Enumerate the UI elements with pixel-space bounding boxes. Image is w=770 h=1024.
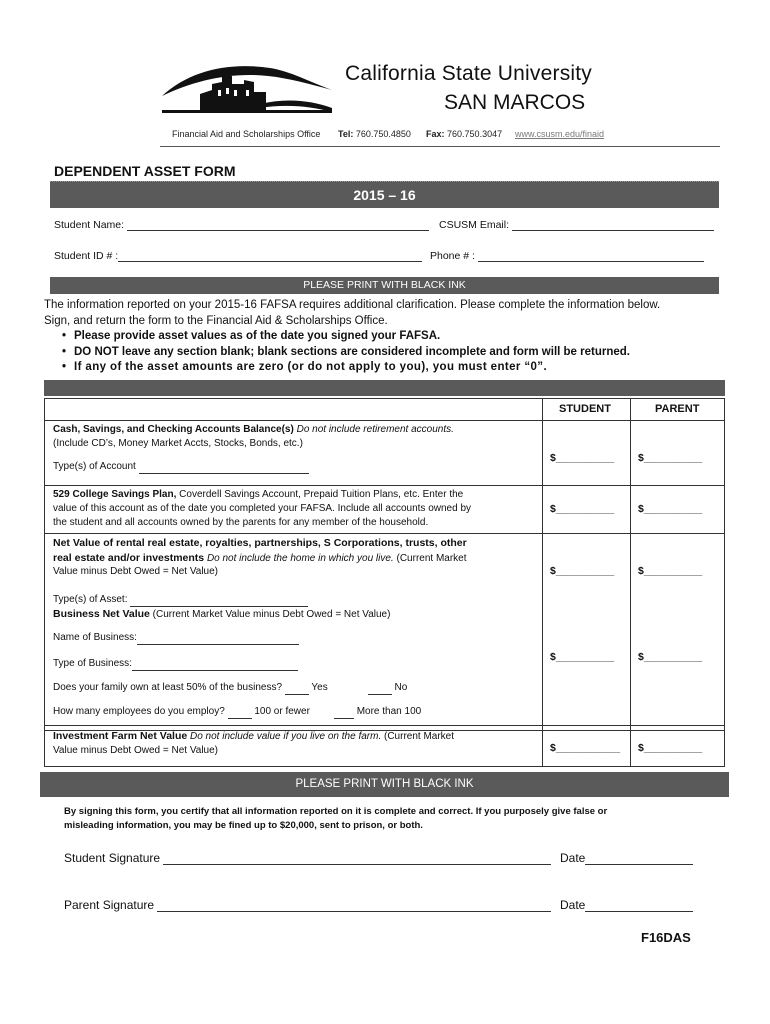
column-divider bbox=[542, 399, 543, 730]
print-notice-banner: PLEASE PRINT WITH BLACK INK bbox=[50, 277, 719, 294]
college-savings-text: the student and all accounts owned by the parents for any member of the household. bbox=[53, 517, 429, 528]
cash-student-amount[interactable]: $__________ bbox=[550, 452, 615, 464]
phone-field[interactable]: Phone # : bbox=[430, 250, 704, 262]
real-estate-label: Net Value of rental real estate, royalties, partnerships, S Corporations, trusts, other bbox=[53, 537, 467, 549]
column-divider bbox=[542, 726, 543, 766]
student-column-header: STUDENT bbox=[559, 403, 611, 415]
business-student-amount[interactable]: $__________ bbox=[550, 651, 615, 663]
instructions bbox=[44, 298, 734, 329]
business-ownership-question[interactable]: Does your family own at least 50% of the business? Yes No bbox=[53, 682, 408, 693]
form-code: F16DAS bbox=[641, 930, 691, 945]
farm-label: Investment Farm Net Value Do not include value if you live on the farm. (Current Market bbox=[53, 730, 455, 742]
print-notice-banner-2: PLEASE PRINT WITH BLACK INK bbox=[40, 772, 729, 797]
instructions-line-1: The information reported on your 2015-16 FAFSA requires additional clarification. Please complete the information below. bbox=[44, 299, 661, 311]
business-parent-amount[interactable]: $__________ bbox=[638, 651, 703, 663]
real-estate-parent-amount[interactable]: $__________ bbox=[638, 565, 703, 577]
cash-parent-amount[interactable]: $__________ bbox=[638, 452, 703, 464]
row-divider bbox=[45, 420, 724, 421]
finaid-link[interactable]: www.csusm.edu/finaid bbox=[515, 129, 605, 139]
parent-date-field[interactable]: Date bbox=[560, 898, 693, 912]
form-title: DEPENDENT ASSET FORM bbox=[54, 163, 236, 179]
header-divider bbox=[160, 146, 720, 147]
cash-savings-label: Cash, Savings, and Checking Accounts Balance(s) Do not include retirement accounts. bbox=[53, 424, 454, 435]
column-divider bbox=[630, 399, 631, 730]
student-id-field[interactable]: Student ID # : bbox=[54, 250, 422, 262]
business-type-field[interactable]: Type of Business: bbox=[53, 657, 298, 671]
farm-text: Value minus Debt Owed = Net Value) bbox=[53, 745, 218, 756]
section-divider-band bbox=[44, 380, 725, 396]
tel-line: Tel: 760.750.4850 bbox=[338, 129, 411, 139]
real-estate-text: Value minus Debt Owed = Net Value) bbox=[53, 566, 218, 577]
fax-line: Fax: 760.750.3047 bbox=[426, 129, 503, 139]
csusm-email-field[interactable]: CSUSM Email: bbox=[439, 219, 714, 231]
certification-statement: By signing this form, you certify that all information reported on it is complete and correct. If you purposely give false or misleading information, you may be fined up to $20,000, sent to prison, or both. bbox=[64, 806, 608, 831]
bullet-item: • DO NOT leave any section blank; blank sections are considered incomplete and form will be returned. bbox=[62, 346, 630, 358]
college-savings-label: 529 College Savings Plan, Coverdell Savings Account, Prepaid Tuition Plans, etc. Enter the bbox=[53, 489, 464, 500]
student-signature-field[interactable]: Student Signature bbox=[64, 851, 551, 865]
asset-table bbox=[44, 398, 725, 731]
student-name-field[interactable]: Student Name: bbox=[54, 219, 429, 231]
real-estate-student-amount[interactable]: $__________ bbox=[550, 565, 615, 577]
university-name: California State University bbox=[345, 62, 592, 85]
college-savings-text: value of this account as of the date you completed your FAFSA. Include all accounts owned by bbox=[53, 503, 472, 514]
farm-student-amount[interactable]: $___________ bbox=[550, 742, 621, 754]
business-label: Business Net Value (Current Market Value minus Debt Owed = Net Value) bbox=[53, 608, 391, 620]
student-date-field[interactable]: Date bbox=[560, 851, 693, 865]
row-divider bbox=[45, 485, 724, 486]
cash-savings-note: (Include CD’s, Money Market Accts, Stocks, Bonds, etc.) bbox=[53, 438, 303, 449]
business-name-field[interactable]: Name of Business: bbox=[53, 631, 299, 645]
campus-name: SAN MARCOS bbox=[444, 91, 586, 114]
employee-count-question[interactable]: How many employees do you employ? 100 or fewer More than 100 bbox=[53, 706, 422, 717]
instructions-line-2: Sign, and return the form to the Financial Aid & Scholarships Office. bbox=[44, 314, 388, 327]
csusm-logo-icon bbox=[160, 60, 335, 120]
farm-parent-amount[interactable]: $__________ bbox=[638, 742, 703, 754]
real-estate-label-2: real estate and/or investments Do not include the home in which you live. (Current Market bbox=[53, 552, 467, 564]
parent-signature-field[interactable]: Parent Signature bbox=[64, 898, 551, 912]
farm-row bbox=[44, 725, 725, 767]
award-year-banner: 2015 – 16 bbox=[50, 181, 719, 208]
bullet-item: • Please provide asset values as of the date you signed your FAFSA. bbox=[62, 330, 441, 342]
529-parent-amount[interactable]: $__________ bbox=[638, 503, 703, 515]
asset-type-field[interactable]: Type(s) of Asset: bbox=[53, 593, 308, 607]
529-student-amount[interactable]: $__________ bbox=[550, 503, 615, 515]
parent-column-header: PARENT bbox=[655, 403, 700, 415]
bullet-item: • If any of the asset amounts are zero (or do not apply to you), you must enter “0”. bbox=[62, 361, 548, 373]
account-type-field[interactable]: Type(s) of Account bbox=[53, 460, 309, 474]
office-name: Financial Aid and Scholarships Office bbox=[172, 129, 321, 139]
column-divider bbox=[630, 726, 631, 766]
row-divider bbox=[45, 533, 724, 534]
